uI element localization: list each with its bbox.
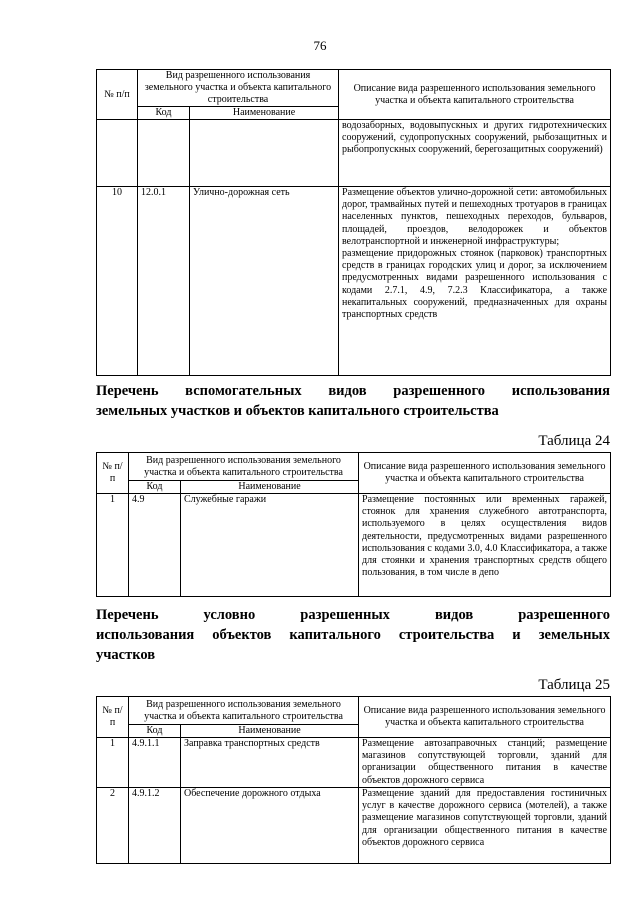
table-row bbox=[97, 120, 611, 187]
table-caption: Таблица 24 bbox=[538, 433, 610, 449]
col-num-header: № п/п bbox=[97, 453, 129, 494]
row-name: Служебные гаражи bbox=[181, 494, 359, 597]
table-row bbox=[97, 788, 611, 864]
row-num: 1 bbox=[97, 494, 129, 597]
col-num-header: № п/п bbox=[97, 70, 138, 120]
col-name-header: Наименование bbox=[181, 481, 359, 494]
table-row bbox=[97, 738, 611, 788]
row-num: 1 bbox=[97, 738, 129, 788]
row-num: 10 bbox=[97, 187, 138, 376]
col-name-header: Наименование bbox=[181, 725, 359, 738]
row-code: 4.9.1.1 bbox=[129, 738, 181, 788]
table-25 bbox=[96, 696, 611, 864]
row-desc: водозаборных, водовыпускных и других гидротехнических сооружений, судопропускных сооружений, рыбозащитных и рыбопропускных сооружений, берегозащитных сооружений) bbox=[339, 120, 611, 187]
col-code-header: Код bbox=[129, 725, 181, 738]
col-desc-header: Описание вида разрешенного использования земельного участка и объекта капитального строительства bbox=[359, 697, 611, 738]
table-24 bbox=[96, 452, 611, 597]
row-desc: Размещение автозаправочных станций; размещение магазинов сопутствующей торговли, зданий для организации общественного питания в качестве объектов дорожного сервиса bbox=[359, 738, 611, 788]
col-desc-header: Описание вида разрешенного использования земельного участка и объекта капитального строительства bbox=[359, 453, 611, 494]
heading-line: использования объектов капитального строительства и земельных bbox=[96, 627, 610, 643]
row-desc: Размещение постоянных или временных гаражей, стоянок для хранения служебного автотранспорта, используемого в целях осуществления видов деятельности, предусмотренных видами разрешенного использования с кодами 3.0, 4.0 Классификатора, а также для стоянки и хранения транспортных средств общего пользования, в том числе в депо bbox=[359, 494, 611, 597]
col-desc-header: Описание вида разрешенного использования земельного участка и объекта капитального строительства bbox=[339, 70, 611, 120]
row-code: 4.9.1.2 bbox=[129, 788, 181, 864]
row-desc: Размещение зданий для предоставления гостиничных услуг в качестве дорожного сервиса (мотелей), а также размещение магазинов сопутствующей торговли, зданий для организации общественного питания в качестве объектов дорожного сервиса bbox=[359, 788, 611, 864]
row-name: Обеспечение дорожного отдыха bbox=[181, 788, 359, 864]
col-group-header: Вид разрешенного использования земельного участка и объекта капитального строительства bbox=[129, 697, 359, 725]
row-desc: Размещение объектов улично-дорожной сети: автомобильных дорог, трамвайных путей и пешеходных тротуаров в границах населенных пунктов, пешеходных переходов, бульваров, площадей, проездов, велодорожек и объектов велотранспортной и инженерной инфраструктуры; размещение придорожных стоянок (парковок) транспортных средств в границах городских улиц и дорог, за исключением предусмотренных видами разрешенного использования с кодами 2.7.1, 4.9, 7.2.3 Классификатора, а также некапитальных сооружений, предназначенных для охраны транспортных средств bbox=[339, 187, 611, 376]
heading-line: Перечень вспомогательных видов разрешенного использования bbox=[96, 383, 610, 399]
col-code-header: Код bbox=[138, 107, 190, 120]
row-name: Улично-дорожная сеть bbox=[190, 187, 339, 376]
heading-line: земельных участков и объектов капитального строительства bbox=[96, 403, 499, 419]
col-group-header: Вид разрешенного использования земельного участка и объекта капитального строительства bbox=[129, 453, 359, 481]
page-number: 76 bbox=[313, 38, 327, 53]
zoning-table-continued bbox=[96, 69, 611, 376]
row-num: 2 bbox=[97, 788, 129, 864]
row-name: Заправка транспортных средств bbox=[181, 738, 359, 788]
row-code: 12.0.1 bbox=[138, 187, 190, 376]
table-row bbox=[97, 187, 611, 376]
heading-line: Перечень условно разрешенных видов разрешенного bbox=[96, 607, 610, 623]
col-num-header: № п/п bbox=[97, 697, 129, 738]
table-row bbox=[97, 494, 611, 597]
row-code: 4.9 bbox=[129, 494, 181, 597]
table-caption: Таблица 25 bbox=[538, 677, 610, 693]
col-code-header: Код bbox=[129, 481, 181, 494]
heading-auxiliary-uses bbox=[96, 381, 610, 421]
col-name-header: Наименование bbox=[190, 107, 339, 120]
heading-conditional-uses bbox=[96, 605, 610, 665]
col-group-header: Вид разрешенного использования земельного участка и объекта капитального строительства bbox=[138, 70, 339, 107]
heading-line: участков bbox=[96, 647, 156, 663]
